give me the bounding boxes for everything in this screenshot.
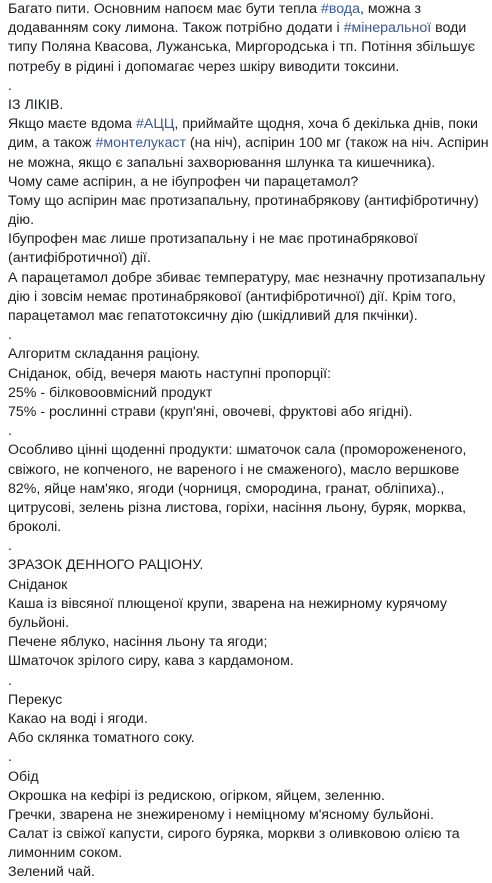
section-heading: ІЗ ЛІКІВ. bbox=[8, 96, 64, 113]
text: додаванням соку лимона. Також потрібно додати і bbox=[8, 20, 340, 37]
hashtag-link[interactable]: #вода bbox=[320, 1, 360, 17]
meal-heading: Сніданок bbox=[8, 576, 68, 593]
text-line: Або склянка томатного соку. bbox=[8, 730, 195, 747]
hashtag-link[interactable]: #АЦЦ bbox=[136, 116, 175, 133]
text-line: лимонним соком. bbox=[8, 845, 123, 862]
text: дим, а також bbox=[8, 135, 96, 152]
text-line: 75% - рослинні страви (круп'яні, овочеві, фруктові або ягідні). bbox=[8, 403, 413, 420]
hashtag-link[interactable]: #мінеральної bbox=[343, 20, 432, 37]
text: , приймайте щодня, хоча б декілька днів, поки bbox=[174, 116, 478, 133]
text-line: броколі. bbox=[8, 519, 62, 536]
text-line: Зелений чай. bbox=[8, 864, 95, 881]
text-line: Ібупрофен має лише протизапальну і не має протинабрякової bbox=[8, 231, 418, 248]
text: води bbox=[431, 20, 467, 37]
text-line: Каша із вівсяної плющеної крупи, зварена на нежирному курячому bbox=[8, 595, 447, 612]
meal-heading: Обід bbox=[8, 768, 39, 785]
text-line: Гречки, зварена не знежиреному і неміцному м'ясному бульйоні. bbox=[8, 806, 434, 823]
separator-dot: . bbox=[8, 423, 12, 440]
text: , можна з bbox=[359, 1, 421, 17]
separator-dot: . bbox=[8, 327, 12, 344]
meal-heading: Перекус bbox=[8, 691, 63, 708]
text-line bbox=[8, 0, 492, 19]
text: Багато пити. Основним напоєм має бути тепла bbox=[8, 1, 317, 17]
text-line: типу Поляна Квасова, Лужанська, Миргородська і тп. Потіння збільшує bbox=[8, 39, 475, 56]
text-line: Чому саме аспірин, а не ібупрофен чи парацетамол? bbox=[8, 173, 359, 190]
text-line: Сніданок, обід, вечеря мають наступні пропорції: bbox=[8, 365, 332, 382]
text-line: свіжого, не копченого, не вареного і не смаженого), масло вершкове bbox=[8, 461, 460, 478]
separator-dot: . bbox=[8, 672, 12, 689]
text-line: Печене яблуко, насіння льону та ягоди; bbox=[8, 634, 268, 651]
text-line: бульйоні. bbox=[8, 615, 70, 631]
text-line: Какао на воді і ягоди. bbox=[8, 710, 148, 727]
text-line: Салат із свіжої капусти, сирого буряка, моркви з оливковою олією та bbox=[8, 826, 460, 843]
text-line: А парацетамол добре збиває температуру, має незначну протизапальну bbox=[8, 269, 486, 286]
section-heading: ЗРАЗОК ДЕННОГО РАЦІОНУ. bbox=[8, 557, 204, 574]
text-line: (антифібротичної) дії. bbox=[8, 250, 151, 267]
separator-dot: . bbox=[8, 538, 12, 555]
hashtag-link[interactable]: #монтелукаст bbox=[95, 135, 186, 152]
text-line: 82%, яйце нам'яко, ягоди (чорниця, смородина, гранат, обліпиха)., bbox=[8, 480, 445, 497]
text-line: цитрусові, зелень різна листова, горіхи, насіння льону, буряк, морква, bbox=[8, 499, 467, 516]
text-line: Окрошка на кефірі із редискою, огірком, яйцем, зеленню. bbox=[8, 787, 385, 804]
text: Якщо маєте вдома bbox=[8, 116, 136, 133]
text-line bbox=[8, 115, 492, 134]
text-line: дію і зовсім немає протинабрякової (антифібротичної) дії. Крім того, bbox=[8, 288, 457, 305]
text-line: Тому що аспірин має протизапальну, протинабрякову (антифібротичну) bbox=[8, 192, 479, 209]
text-line: 25% - білковоовмісний продукт bbox=[8, 384, 213, 401]
text-line: не можна, якщо є запальні захворювання шлунка та кишечника). bbox=[8, 154, 436, 171]
text-line: дію. bbox=[8, 212, 35, 229]
text-line: Шматочок зрілого сиру, кава з кардамоном. bbox=[8, 653, 294, 670]
text: (на ніч), аспірин 100 мг (також на ніч. Аспірин bbox=[185, 135, 489, 152]
separator-dot: . bbox=[8, 749, 12, 766]
text-line bbox=[8, 19, 492, 38]
text-line: парацетамол має гепатотоксичну дію (шкідливий для пкчінки). bbox=[8, 308, 418, 324]
text-line: Особливо цінні щоденні продукти: шматочок сала (проморожененого, bbox=[8, 442, 467, 459]
text-line bbox=[8, 134, 492, 153]
text-line: потребу в рідині і допомагає через шкіру виводити токсини. bbox=[8, 58, 400, 75]
text-line: Алгоритм складання раціону. bbox=[8, 346, 200, 363]
separator-dot: . bbox=[8, 77, 12, 94]
